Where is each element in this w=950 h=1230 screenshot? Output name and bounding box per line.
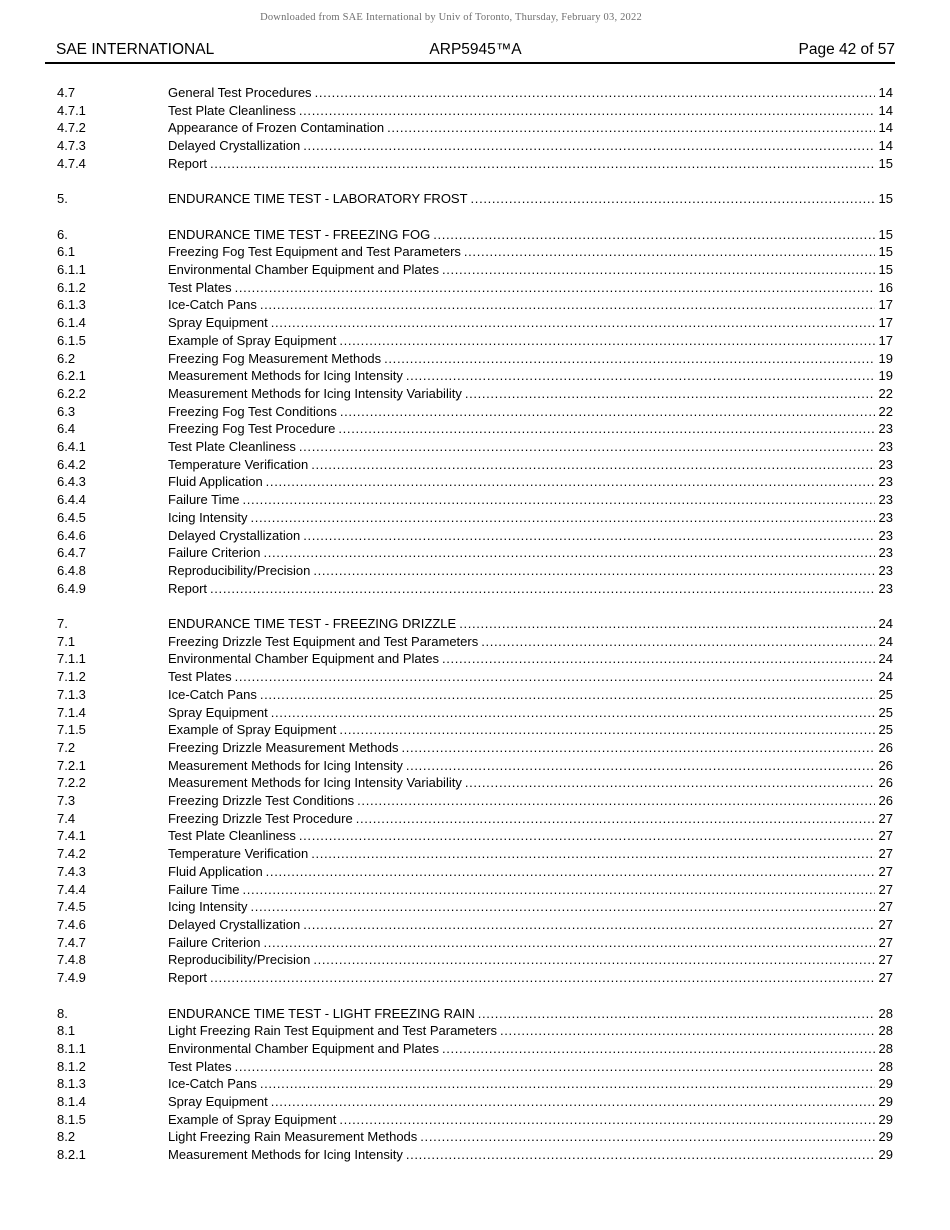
dot-leader xyxy=(235,668,875,686)
toc-entry-number: 7.1.1 xyxy=(57,651,86,667)
header-org-title: SAE INTERNATIONAL xyxy=(56,41,215,58)
toc-entry-title: Failure Time xyxy=(168,492,240,508)
toc-entry-page: 29 xyxy=(878,1129,893,1145)
toc-entry-title: Spray Equipment xyxy=(168,1094,268,1110)
toc-entry xyxy=(57,1111,893,1129)
toc-entry-number: 4.7.3 xyxy=(57,138,86,154)
toc-entry-title: Ice-Catch Pans xyxy=(168,686,257,702)
dot-leader xyxy=(406,367,875,385)
dot-leader xyxy=(260,1075,875,1093)
toc-entry-page: 23 xyxy=(878,580,893,596)
dot-leader xyxy=(339,721,875,739)
toc-entry-number: 6.4.5 xyxy=(57,509,86,525)
toc-entry-number: 8.2 xyxy=(57,1129,76,1145)
toc-entry xyxy=(57,845,893,863)
toc-entry-page: 26 xyxy=(878,739,893,755)
toc-entry-number: 6.1.3 xyxy=(57,297,86,313)
toc-entry-page: 27 xyxy=(878,934,893,950)
toc-entry-title: Ice-Catch Pans xyxy=(168,297,257,313)
toc-entry-page: 27 xyxy=(878,810,893,826)
dot-leader xyxy=(260,686,875,704)
header-document-number: ARP5945™A xyxy=(429,41,522,58)
toc-entry-number: 7.4.7 xyxy=(57,934,86,950)
toc-entry-page: 15 xyxy=(878,226,893,242)
toc-entry-page: 16 xyxy=(878,279,893,295)
toc-entry-number: 7.2.1 xyxy=(57,757,86,773)
toc-entry-number: 7.2.2 xyxy=(57,775,86,791)
toc-entry-title: General Test Procedures xyxy=(168,85,312,100)
toc-entry-page: 14 xyxy=(878,138,893,154)
toc-entry xyxy=(57,881,893,899)
dot-leader xyxy=(243,881,875,899)
toc-entry-page: 24 xyxy=(878,616,893,632)
toc-entry-page: 22 xyxy=(878,385,893,401)
toc-entry-title: Spray Equipment xyxy=(168,704,268,720)
toc-entry xyxy=(57,704,893,722)
toc-entry-number: 6.3 xyxy=(57,403,76,419)
toc-entry-page: 29 xyxy=(878,1094,893,1110)
toc-entry xyxy=(57,544,893,562)
toc-entry xyxy=(57,279,893,297)
toc-entry-page: 28 xyxy=(878,1023,893,1039)
toc-entry-page: 15 xyxy=(878,191,893,207)
toc-entry-page: 24 xyxy=(878,651,893,667)
toc-entry-page: 23 xyxy=(878,509,893,525)
toc-entry-number: 7.1.2 xyxy=(57,669,86,685)
toc-entry-number: 6. xyxy=(57,226,68,242)
toc-entry-title: Test Plate Cleanliness xyxy=(168,102,296,118)
toc-entry-title: Measurement Methods for Icing Intensity Variability xyxy=(168,385,462,401)
toc-entry-page: 19 xyxy=(878,368,893,384)
dot-leader xyxy=(500,1022,875,1040)
toc-entry-number: 7.4.2 xyxy=(57,846,86,862)
toc-entry-number: 8.1.1 xyxy=(57,1040,86,1056)
toc-entry xyxy=(57,1005,893,1023)
toc-entry-page: 15 xyxy=(878,262,893,277)
dot-leader xyxy=(313,562,875,580)
toc-entry xyxy=(57,438,893,456)
toc-entry-title: Appearance of Frozen Contamination xyxy=(168,120,385,136)
toc-entry xyxy=(57,827,893,845)
dot-leader xyxy=(465,385,875,403)
dot-leader xyxy=(339,1111,875,1129)
toc-entry xyxy=(57,367,893,385)
toc-entry xyxy=(57,1022,893,1040)
toc-entry-title: Test Plate Cleanliness xyxy=(168,439,296,455)
toc-entry-number: 6.4.7 xyxy=(57,545,86,561)
toc-entry-page: 23 xyxy=(878,421,893,437)
toc-entry xyxy=(57,509,893,527)
toc-entry-title: ENDURANCE TIME TEST - LABORATORY FROST xyxy=(168,191,468,207)
toc-entry-number: 6.4.4 xyxy=(57,492,86,508)
toc-entry-page: 25 xyxy=(878,722,893,738)
toc-entry-page: 24 xyxy=(878,633,893,649)
dot-leader xyxy=(263,934,875,952)
toc-entry xyxy=(57,226,893,244)
toc-entry-number: 4.7 xyxy=(57,85,76,100)
dot-leader xyxy=(299,438,875,456)
toc-entry-title: Example of Spray Equipment xyxy=(168,1111,337,1127)
toc-entry-number: 6.4.8 xyxy=(57,562,86,578)
toc-entry-title: Spray Equipment xyxy=(168,315,268,331)
toc-entry-title: Test Plates xyxy=(168,279,232,295)
toc-entry-title: Freezing Drizzle Test Equipment and Test Parameters xyxy=(168,633,479,649)
toc-entry-title: Fluid Application xyxy=(168,863,263,879)
toc-entry-page: 28 xyxy=(878,1005,893,1021)
toc-entry-number: 6.1.1 xyxy=(57,262,86,277)
toc-entry-number: 6.1.5 xyxy=(57,332,86,348)
toc-entry xyxy=(57,491,893,509)
dot-leader xyxy=(338,420,875,438)
toc-entry-title: Reproducibility/Precision xyxy=(168,952,311,968)
dot-leader xyxy=(210,969,875,987)
toc-entry-title: Example of Spray Equipment xyxy=(168,722,337,738)
dot-leader xyxy=(442,1040,875,1058)
header-page-indicator: Page 42 of 57 xyxy=(798,41,896,58)
dot-leader xyxy=(251,509,876,527)
dot-leader xyxy=(387,119,875,137)
dot-leader xyxy=(260,296,875,314)
toc-entry xyxy=(57,633,893,651)
dot-leader xyxy=(271,1093,875,1111)
toc-entry xyxy=(57,863,893,881)
toc-entry-title: Reproducibility/Precision xyxy=(168,562,311,578)
toc-entry-page: 28 xyxy=(878,1040,893,1056)
toc-entry-page: 17 xyxy=(878,332,893,348)
toc-entry-title: Test Plate Cleanliness xyxy=(168,828,296,844)
dot-leader xyxy=(471,190,875,208)
toc-entry-page: 19 xyxy=(878,350,893,366)
toc-entry-page: 29 xyxy=(878,1111,893,1127)
toc-entry xyxy=(57,155,893,173)
dot-leader xyxy=(235,1058,875,1076)
toc-entry xyxy=(57,810,893,828)
toc-entry-number: 8.1.2 xyxy=(57,1058,86,1074)
toc-entry-number: 5. xyxy=(57,191,68,207)
toc-entry-title: Measurement Methods for Icing Intensity xyxy=(168,757,403,773)
toc-entry xyxy=(57,84,893,102)
toc-entry xyxy=(57,774,893,792)
dot-leader xyxy=(406,757,875,775)
toc-entry-number: 6.4.6 xyxy=(57,527,86,543)
toc-entry xyxy=(57,934,893,952)
toc-entry-title: Report xyxy=(168,970,208,986)
toc-entry-title: Freezing Fog Measurement Methods xyxy=(168,350,382,366)
dot-leader xyxy=(266,863,875,881)
toc-entry-title: Icing Intensity xyxy=(168,509,248,525)
toc-entry-title: Freezing Fog Test Equipment and Test Parameters xyxy=(168,244,461,260)
toc-entry-title: Freezing Drizzle Test Procedure xyxy=(168,810,353,826)
toc-entry-number: 7.1.4 xyxy=(57,704,86,720)
toc-entry-number: 8.1 xyxy=(57,1023,76,1039)
toc-entry xyxy=(57,721,893,739)
dot-leader xyxy=(420,1128,875,1146)
toc-entry-title: ENDURANCE TIME TEST - LIGHT FREEZING RAIN xyxy=(168,1005,475,1021)
toc-entry xyxy=(57,137,893,155)
toc-entry-number: 6.1.4 xyxy=(57,315,86,331)
toc-entry xyxy=(57,792,893,810)
toc-block xyxy=(57,84,893,173)
toc-entry xyxy=(57,739,893,757)
toc-entry xyxy=(57,580,893,598)
toc-entry-page: 27 xyxy=(878,828,893,844)
toc-entry xyxy=(57,1040,893,1058)
toc-entry-number: 6.2 xyxy=(57,350,76,366)
toc-block xyxy=(57,1005,893,1164)
toc-entry-title: Temperature Verification xyxy=(168,456,309,472)
toc-entry-page: 14 xyxy=(878,85,893,100)
toc-entry xyxy=(57,1058,893,1076)
toc-entry-number: 7.4.9 xyxy=(57,970,86,986)
toc-entry-title: Freezing Drizzle Measurement Methods xyxy=(168,739,399,755)
toc-entry-page: 28 xyxy=(878,1058,893,1074)
toc-entry-number: 7.4.5 xyxy=(57,899,86,915)
dot-leader xyxy=(459,615,875,633)
toc-entry xyxy=(57,757,893,775)
toc-entry-page: 23 xyxy=(878,527,893,543)
toc-entry xyxy=(57,332,893,350)
toc-entry xyxy=(57,314,893,332)
toc-entry xyxy=(57,350,893,368)
toc-entry-title: Fluid Application xyxy=(168,474,263,490)
dot-leader xyxy=(303,527,875,545)
toc-entry-number: 6.4.1 xyxy=(57,439,86,455)
toc-entry xyxy=(57,403,893,421)
toc-entry xyxy=(57,473,893,491)
toc-entry-page: 27 xyxy=(878,863,893,879)
toc-entry xyxy=(57,668,893,686)
dot-leader xyxy=(313,951,875,969)
download-watermark: Downloaded from SAE International by Univ of Toronto, Thursday, February 03, 2022 xyxy=(260,12,642,23)
toc-entry xyxy=(57,385,893,403)
toc-entry-number: 8.1.5 xyxy=(57,1111,86,1127)
toc-entry-title: Environmental Chamber Equipment and Plates xyxy=(168,651,439,667)
toc-entry-page: 14 xyxy=(878,102,893,118)
dot-leader xyxy=(271,314,875,332)
toc-entry-title: Test Plates xyxy=(168,1058,232,1074)
dot-leader xyxy=(442,650,875,668)
dot-leader xyxy=(263,544,875,562)
dot-leader xyxy=(464,243,875,261)
toc-entry xyxy=(57,916,893,934)
dot-leader xyxy=(465,774,875,792)
toc-entry-number: 4.7.4 xyxy=(57,155,86,171)
toc-entry-title: Delayed Crystallization xyxy=(168,138,301,154)
toc-entry-number: 7.4.6 xyxy=(57,917,86,932)
toc-entry-page: 22 xyxy=(878,403,893,419)
dot-leader xyxy=(210,155,875,173)
toc-entry-number: 7.4.8 xyxy=(57,952,86,968)
toc-entry-number: 8.1.4 xyxy=(57,1094,86,1110)
toc-entry-title: Light Freezing Rain Measurement Methods xyxy=(168,1129,418,1145)
dot-leader xyxy=(235,279,875,297)
toc-entry-title: Failure Time xyxy=(168,881,240,897)
toc-entry-title: Icing Intensity xyxy=(168,899,248,915)
toc-entry-page: 29 xyxy=(878,1147,893,1163)
dot-leader xyxy=(266,473,875,491)
toc-entry-page: 15 xyxy=(878,244,893,260)
toc-entry xyxy=(57,527,893,545)
toc-entry-number: 7.1 xyxy=(57,633,76,649)
toc-entry-page: 23 xyxy=(878,439,893,455)
toc-entry-title: Measurement Methods for Icing Intensity xyxy=(168,1147,403,1163)
toc-entry-title: Failure Criterion xyxy=(168,545,261,561)
toc-entry-number: 4.7.2 xyxy=(57,120,86,136)
toc-entry-page: 17 xyxy=(878,315,893,331)
toc-entry xyxy=(57,969,893,987)
toc-entry-title: Example of Spray Equipment xyxy=(168,332,337,348)
toc-entry-page: 14 xyxy=(878,120,893,136)
toc-entry-title: Freezing Fog Test Procedure xyxy=(168,421,336,437)
toc-entry xyxy=(57,243,893,261)
toc-entry xyxy=(57,562,893,580)
toc-entry-number: 6.4.2 xyxy=(57,456,86,472)
toc-entry-title: ENDURANCE TIME TEST - FREEZING DRIZZLE xyxy=(168,616,457,632)
toc-entry-number: 7.4 xyxy=(57,810,76,826)
dot-leader xyxy=(303,137,875,155)
toc-entry-title: Failure Criterion xyxy=(168,934,261,950)
toc-entry-number: 4.7.1 xyxy=(57,102,86,118)
toc-block xyxy=(57,190,893,208)
toc-entry-page: 29 xyxy=(878,1076,893,1092)
toc-entry-title: Delayed Crystallization xyxy=(168,917,301,932)
toc-entry-page: 23 xyxy=(878,545,893,561)
toc-entry-number: 6.2.2 xyxy=(57,385,86,401)
toc-entry-number: 7.4.1 xyxy=(57,828,86,844)
toc-entry-number: 6.2.1 xyxy=(57,368,86,384)
toc-entry-number: 7.3 xyxy=(57,793,76,809)
toc xyxy=(57,84,893,1164)
toc-entry-page: 23 xyxy=(878,474,893,490)
toc-entry-number: 6.1.2 xyxy=(57,279,86,295)
dot-leader xyxy=(315,84,875,102)
toc-entry-number: 7.1.3 xyxy=(57,686,86,702)
dot-leader xyxy=(357,792,875,810)
toc-entry-number: 7.1.5 xyxy=(57,722,86,738)
toc-entry-page: 24 xyxy=(878,669,893,685)
toc-entry xyxy=(57,951,893,969)
toc-entry-page: 27 xyxy=(878,952,893,968)
toc-entry-number: 8.2.1 xyxy=(57,1147,86,1163)
toc-entry-number: 7.4.4 xyxy=(57,881,86,897)
toc-entry xyxy=(57,1075,893,1093)
toc-entry-number: 8. xyxy=(57,1005,68,1021)
dot-leader xyxy=(210,580,875,598)
toc-entry-page: 26 xyxy=(878,793,893,809)
dot-leader xyxy=(311,456,875,474)
toc-entry-title: ENDURANCE TIME TEST - FREEZING FOG xyxy=(168,226,431,242)
dot-leader xyxy=(251,898,876,916)
toc-entry-page: 27 xyxy=(878,846,893,862)
toc-entry-number: 6.4.3 xyxy=(57,474,86,490)
dot-leader xyxy=(481,633,875,651)
dot-leader xyxy=(356,810,875,828)
toc-entry-title: Measurement Methods for Icing Intensity xyxy=(168,368,403,384)
toc-entry-page: 26 xyxy=(878,757,893,773)
toc-block xyxy=(57,615,893,987)
dot-leader xyxy=(384,350,875,368)
toc-entry xyxy=(57,190,893,208)
toc-entry xyxy=(57,1093,893,1111)
toc-entry-title: Light Freezing Rain Test Equipment and Test Parameters xyxy=(168,1023,498,1039)
toc-entry xyxy=(57,615,893,633)
toc-entry-title: Delayed Crystallization xyxy=(168,527,301,543)
toc-entry xyxy=(57,102,893,120)
toc-entry-page: 23 xyxy=(878,456,893,472)
toc-entry-title: Freezing Fog Test Conditions xyxy=(168,403,337,419)
dot-leader xyxy=(299,102,875,120)
toc-entry xyxy=(57,898,893,916)
dot-leader xyxy=(406,1146,875,1164)
toc-entry-number: 7.2 xyxy=(57,739,76,755)
toc-entry-page: 27 xyxy=(878,970,893,986)
dot-leader xyxy=(442,261,875,279)
toc-entry-title: Environmental Chamber Equipment and Plates xyxy=(168,1040,439,1056)
toc-entry-page: 15 xyxy=(878,155,893,171)
toc-entry-page: 25 xyxy=(878,686,893,702)
page-header xyxy=(45,41,895,64)
toc-entry-number: 6.1 xyxy=(57,244,76,260)
toc-entry-number: 7. xyxy=(57,616,68,632)
toc-entry-number: 7.4.3 xyxy=(57,863,86,879)
dot-leader xyxy=(340,403,875,421)
toc-entry-title: Freezing Drizzle Test Conditions xyxy=(168,793,355,809)
toc-entry-title: Report xyxy=(168,155,208,171)
toc-entry xyxy=(57,650,893,668)
toc-entry-number: 6.4.9 xyxy=(57,580,86,596)
toc-entry-title: Temperature Verification xyxy=(168,846,309,862)
toc-entry-page: 23 xyxy=(878,562,893,578)
toc-entry xyxy=(57,686,893,704)
toc-entry-title: Report xyxy=(168,580,208,596)
toc-entry xyxy=(57,456,893,474)
toc-entry-page: 17 xyxy=(878,297,893,313)
toc-entry-number: 6.4 xyxy=(57,421,76,437)
dot-leader xyxy=(433,226,875,244)
toc-entry xyxy=(57,296,893,314)
dot-leader xyxy=(271,704,875,722)
dot-leader xyxy=(311,845,875,863)
toc-entry-page: 23 xyxy=(878,492,893,508)
dot-leader xyxy=(243,491,875,509)
toc-entry xyxy=(57,420,893,438)
toc-entry-page: 26 xyxy=(878,775,893,791)
toc-block xyxy=(57,226,893,598)
toc-entry-title: Ice-Catch Pans xyxy=(168,1076,257,1092)
dot-leader xyxy=(401,739,875,757)
toc-entry xyxy=(57,1128,893,1146)
toc-entry-page: 27 xyxy=(878,899,893,915)
toc-entry-title: Test Plates xyxy=(168,669,232,685)
toc-entry-title: Environmental Chamber Equipment and Plates xyxy=(168,262,439,277)
dot-leader xyxy=(303,916,875,934)
dot-leader xyxy=(299,827,875,845)
toc-entry-page: 25 xyxy=(878,704,893,720)
dot-leader xyxy=(339,332,875,350)
toc-entry xyxy=(57,119,893,137)
toc-entry xyxy=(57,261,893,279)
toc-entry xyxy=(57,1146,893,1164)
dot-leader xyxy=(478,1005,875,1023)
toc-entry-number: 8.1.3 xyxy=(57,1076,86,1092)
toc-entry-page: 27 xyxy=(878,881,893,897)
toc-entry-page: 27 xyxy=(878,917,893,932)
toc-entry-title: Measurement Methods for Icing Intensity Variability xyxy=(168,775,462,791)
